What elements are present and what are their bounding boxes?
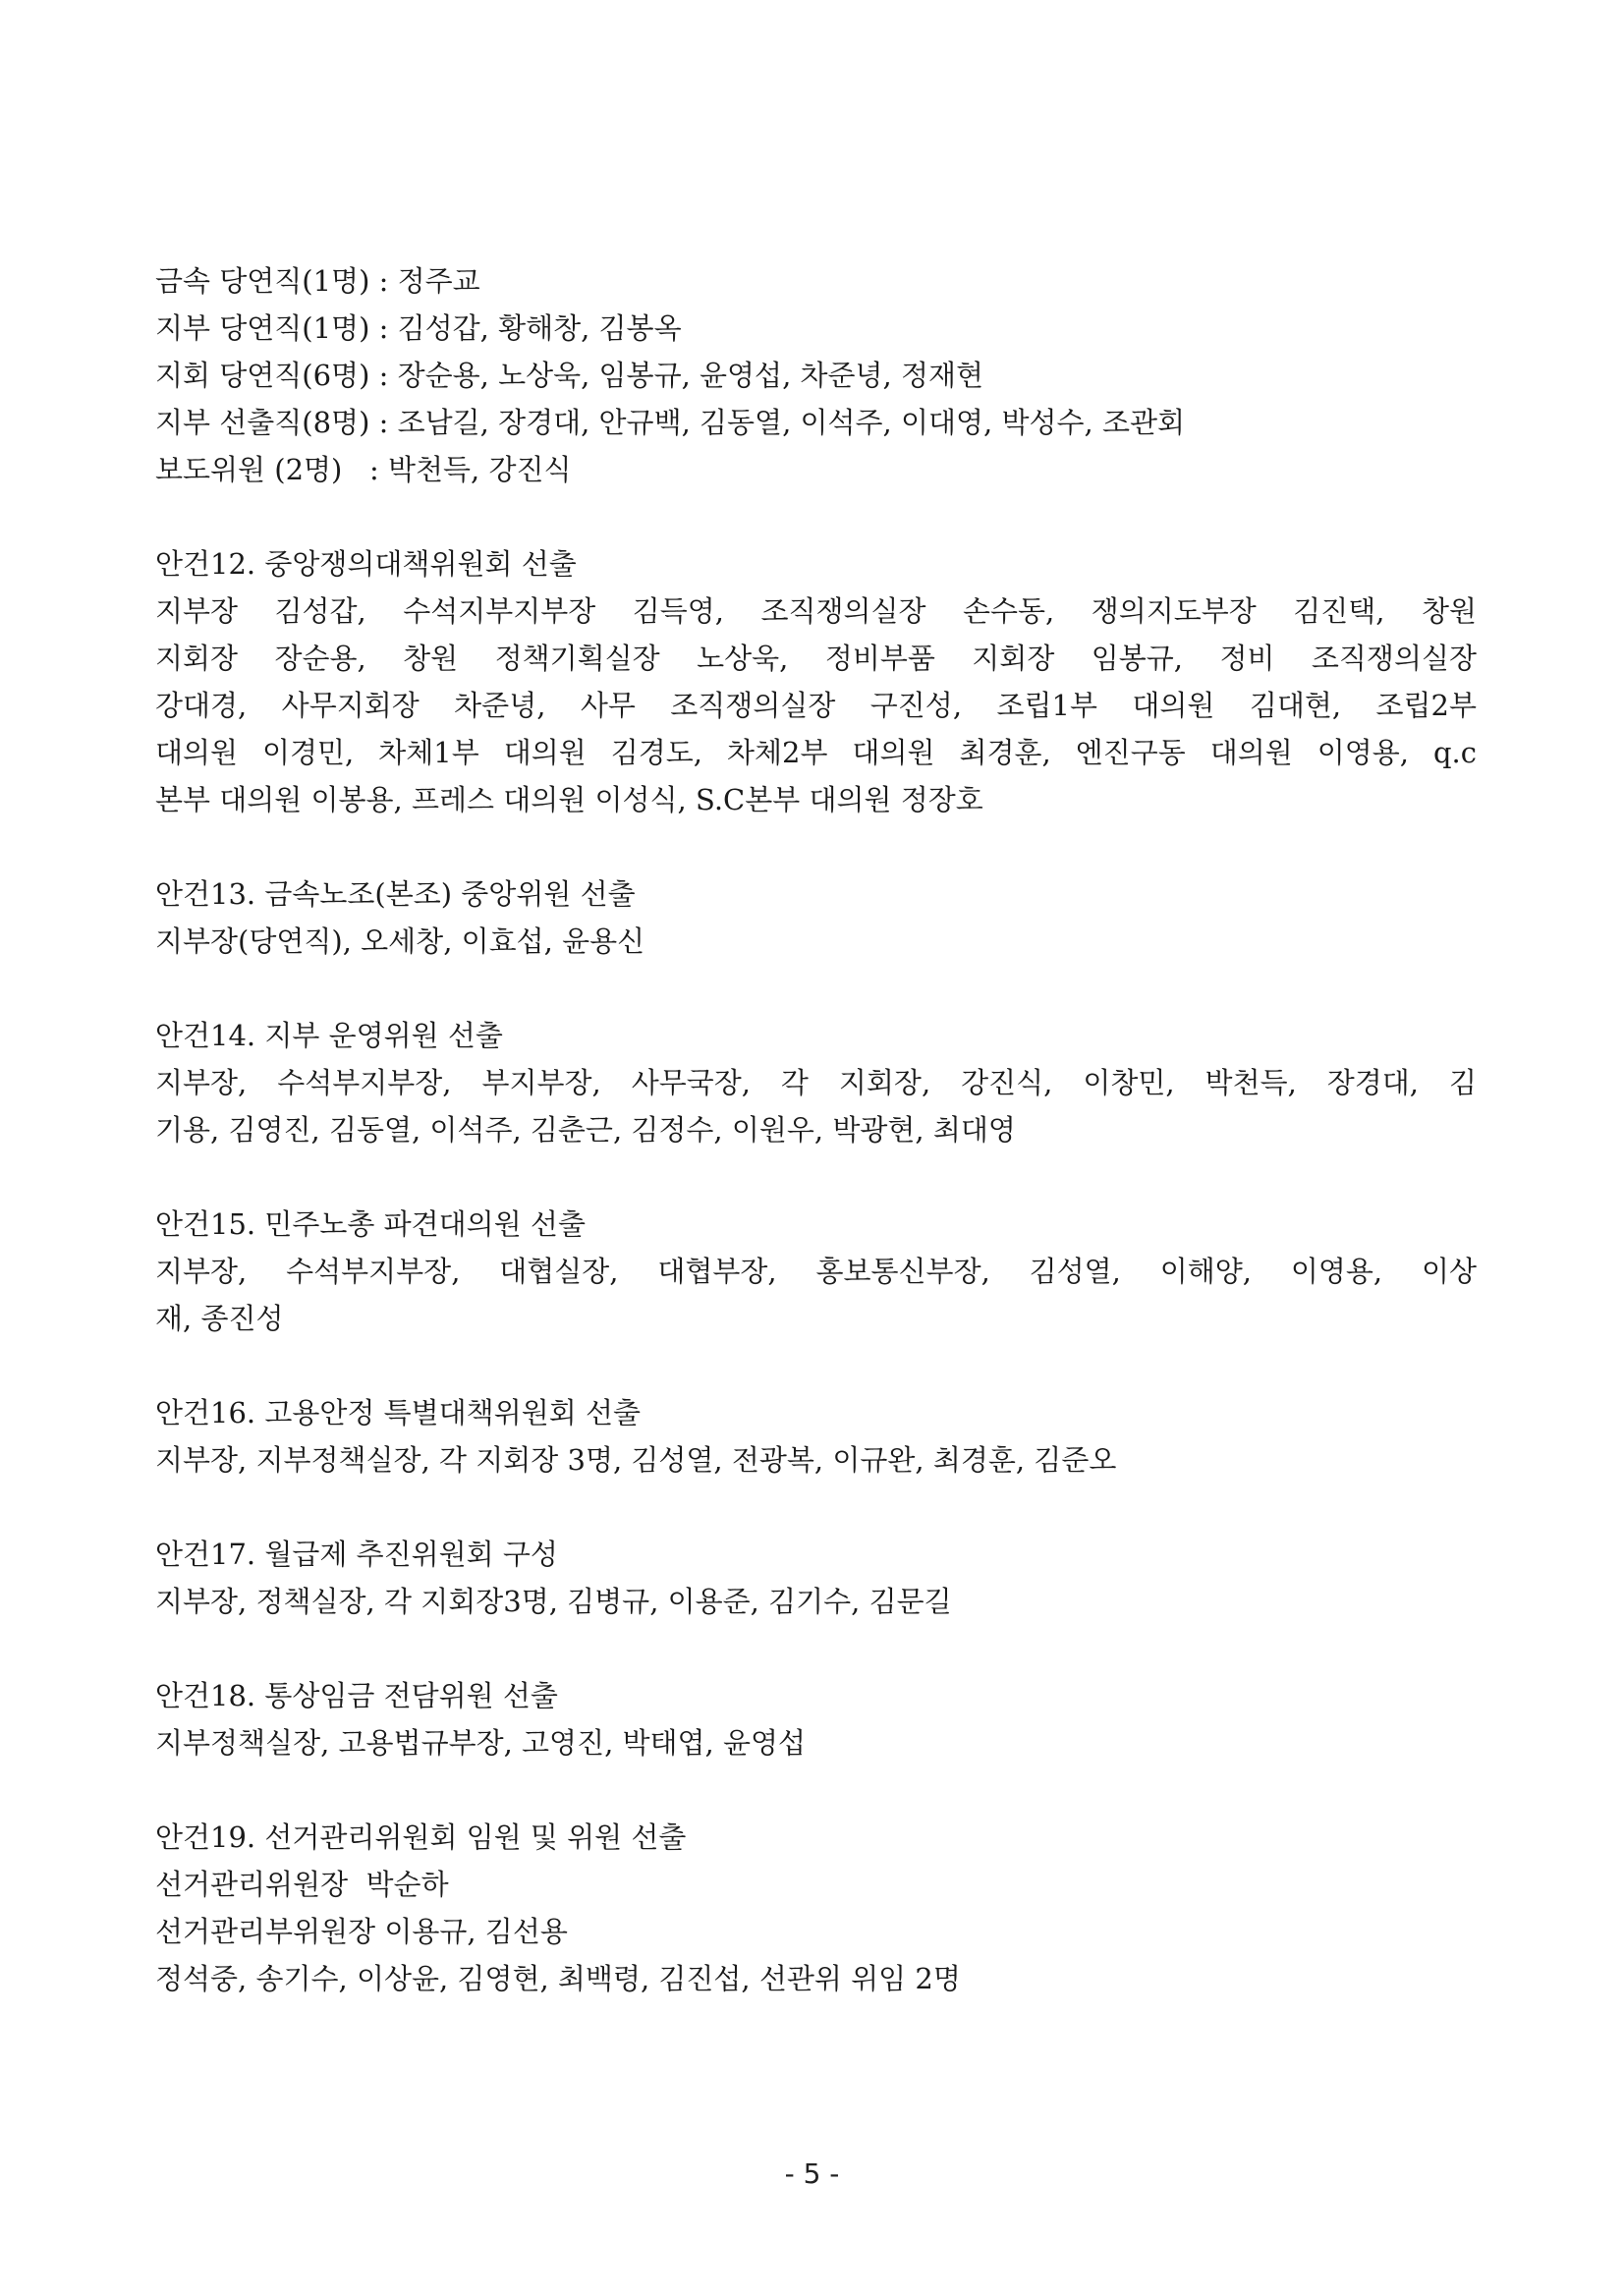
agenda-line: 대의원 이경민, 차체1부 대의원 김경도, 차체2부 대의원 최경훈, 엔진구동 대의원 이영용, q.c xyxy=(155,736,1477,769)
agenda-line: 지부장, 수석부지부장, 부지부장, 사무국장, 각 지회장, 강진식, 이창민, 박천득, 장경대, 김 xyxy=(155,1066,1477,1099)
agenda-title: 안건13. 금속노조(본조) 중앙위원 선출 xyxy=(155,877,636,911)
spacer xyxy=(155,823,1477,870)
agenda-title: 안건15. 민주노총 파견대의원 선출 xyxy=(155,1207,586,1241)
agenda-title: 안건12. 중앙쟁의대책위원회 선출 xyxy=(155,547,577,581)
agenda-line: 지부장, 지부정책실장, 각 지회장 3명, 김성열, 전광복, 이규완, 최경훈, 김준오 xyxy=(155,1443,1117,1477)
agenda-line: 강대경, 사무지회장 차준녕, 사무 조직쟁의실장 구진성, 조립1부 대의원 김대현, 조립2부 xyxy=(155,689,1477,722)
agenda-line: 지부장, 수석부지부장, 대협실장, 대협부장, 홍보통신부장, 김성열, 이해양, 이영용, 이상 xyxy=(155,1255,1477,1288)
agenda-title: 안건18. 통상임금 전담위원 선출 xyxy=(155,1679,558,1712)
agenda-17 xyxy=(155,1531,1477,1625)
agenda-title: 안건19. 선거관리위원회 임원 및 위원 선출 xyxy=(155,1820,687,1854)
spacer xyxy=(155,1484,1477,1531)
spacer xyxy=(155,1153,1477,1201)
agenda-15 xyxy=(155,1201,1477,1342)
agenda-line: 정석중, 송기수, 이상윤, 김영현, 최백령, 김진섭, 선관위 위임 2명 xyxy=(155,1962,961,1995)
agenda-line: 선거관리위원장 박순하 xyxy=(155,1868,449,1901)
spacer xyxy=(155,1342,1477,1389)
agenda-19 xyxy=(155,1814,1477,2002)
agenda-line: 본부 대의원 이봉용, 프레스 대의원 이성식, S.C본부 대의원 정장호 xyxy=(155,783,983,816)
page-number: - 5 - xyxy=(784,2157,840,2190)
agenda-title: 안건16. 고용안정 특별대책위원회 선출 xyxy=(155,1396,641,1429)
agenda-title: 안건17. 월급제 추진위원회 구성 xyxy=(155,1538,558,1571)
agenda-line: 지부장(당연직), 오세창, 이효섭, 윤용신 xyxy=(155,924,645,958)
agenda-14 xyxy=(155,1012,1477,1153)
spacer xyxy=(155,1625,1477,1672)
agenda-title: 안건14. 지부 운영위원 선출 xyxy=(155,1019,503,1052)
intro-line: 지회 당연직(6명) : 장순용, 노상욱, 임봉규, 윤영섭, 차준녕, 정재현 xyxy=(155,359,984,392)
agenda-line: 재, 종진성 xyxy=(155,1302,284,1335)
agenda-line: 기용, 김영진, 김동열, 이석주, 김춘근, 김정수, 이원우, 박광현, 최대영 xyxy=(155,1113,1016,1147)
agenda-18 xyxy=(155,1672,1477,1766)
agenda-13 xyxy=(155,870,1477,965)
intro-line: 보도위원 (2명) : 박천득, 강진식 xyxy=(155,453,572,486)
spacer xyxy=(155,493,1477,540)
agenda-line: 지부장, 정책실장, 각 지회장3명, 김병규, 이용준, 김기수, 김문길 xyxy=(155,1585,952,1618)
agenda-line: 지회장 장순용, 창원 정책기획실장 노상욱, 정비부품 지회장 임봉규, 정비 조직쟁의실장 xyxy=(155,642,1477,675)
intro-line: 지부 선출직(8명) : 조남길, 장경대, 안규백, 김동열, 이석주, 이대영, 박성수, 조관회 xyxy=(155,406,1185,439)
agenda-line: 지부정책실장, 고용법규부장, 고영진, 박태엽, 윤영섭 xyxy=(155,1726,807,1760)
document-body xyxy=(155,257,1477,2002)
agenda-line: 지부장 김성갑, 수석지부지부장 김득영, 조직쟁의실장 손수동, 쟁의지도부장 김진택, 창원 xyxy=(155,594,1477,628)
spacer xyxy=(155,965,1477,1012)
intro-line: 지부 당연직(1명) : 김성갑, 황해창, 김봉옥 xyxy=(155,311,682,345)
agenda-12 xyxy=(155,540,1477,823)
agenda-16 xyxy=(155,1389,1477,1484)
spacer xyxy=(155,1766,1477,1814)
agenda-line: 선거관리부위원장 이용규, 김선용 xyxy=(155,1915,568,1948)
intro-line: 금속 당연직(1명) : 정주교 xyxy=(155,264,480,298)
intro-block xyxy=(155,257,1477,493)
